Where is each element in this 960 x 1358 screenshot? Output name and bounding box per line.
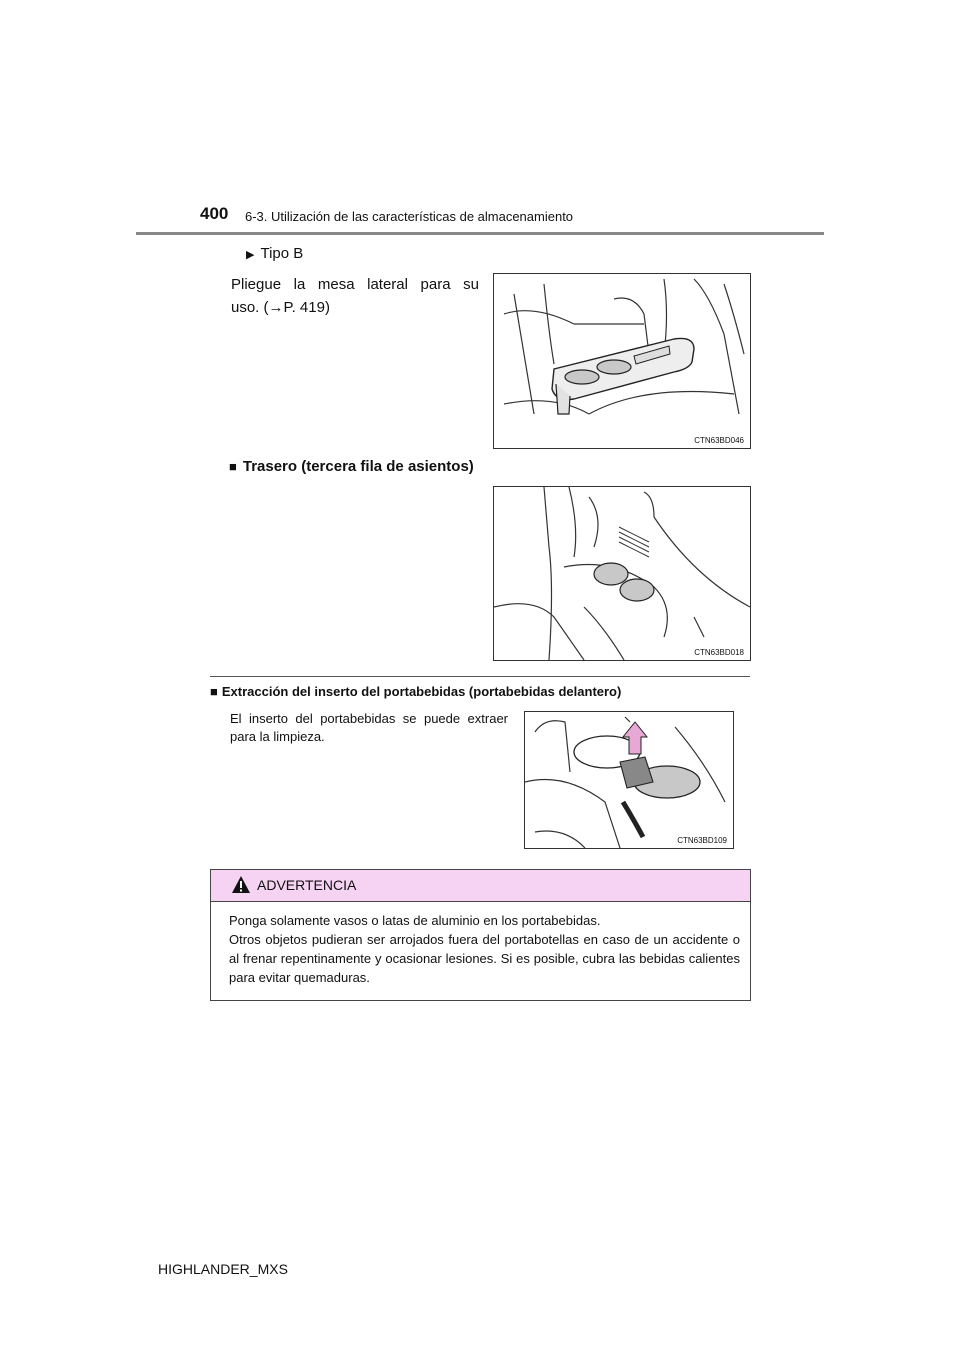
cupholder-insert-illustration (525, 712, 733, 848)
warning-title: ADVERTENCIA (257, 877, 357, 893)
rear-heading-text: Trasero (tercera fila de asientos) (242, 458, 474, 475)
figure-code: CTN63BD109 (677, 836, 727, 845)
square-bullet-icon: ■ (229, 459, 237, 474)
type-b-heading (246, 245, 303, 262)
page-number: 400 (200, 204, 229, 223)
warning-box (210, 869, 751, 1001)
warning-body (211, 902, 750, 987)
square-bullet-icon: ■ (210, 684, 218, 699)
figure-code: CTN63BD018 (694, 648, 744, 657)
header-divider (136, 232, 824, 235)
rear-heading (229, 458, 474, 475)
warning-triangle-icon (231, 875, 251, 894)
cupholder-insert-figure (524, 711, 734, 849)
type-b-text-line1: Pliegue la mesa lateral para su (231, 276, 479, 293)
model-footer: HIGHLANDER_MXS (158, 1261, 288, 1277)
triangle-bullet-icon: ▶ (246, 249, 255, 261)
warning-header (211, 870, 750, 902)
side-table-cupholder-figure (493, 273, 751, 449)
figure-code: CTN63BD046 (694, 436, 744, 445)
section-title: 6-3. Utilización de las características de almacenamiento (245, 209, 574, 224)
removal-heading-text: Extracción del inserto del portabebidas (portabebidas delantero) (221, 684, 622, 699)
removal-heading (210, 684, 621, 699)
type-b-label: Tipo B (260, 245, 304, 262)
section-divider (210, 676, 750, 677)
removal-text: El inserto del portabebidas se puede extraer para la limpieza. (230, 711, 508, 744)
warning-line1: Ponga solamente vasos o latas de aluminio en los portabebidas. (229, 913, 601, 928)
rear-cupholder-figure (493, 486, 751, 661)
rear-cupholder-illustration (494, 487, 750, 660)
warning-line2: Otros objetos pudieran ser arrojados fuera del portabotellas en caso de un accidente o al frenar repentinamente y ocasionar lesiones. Si es posible, cubra las bebidas calientes para evitar quemaduras. (229, 932, 740, 985)
side-table-illustration (494, 274, 750, 448)
type-b-text-line2: uso. (→P. 419) (231, 299, 330, 316)
